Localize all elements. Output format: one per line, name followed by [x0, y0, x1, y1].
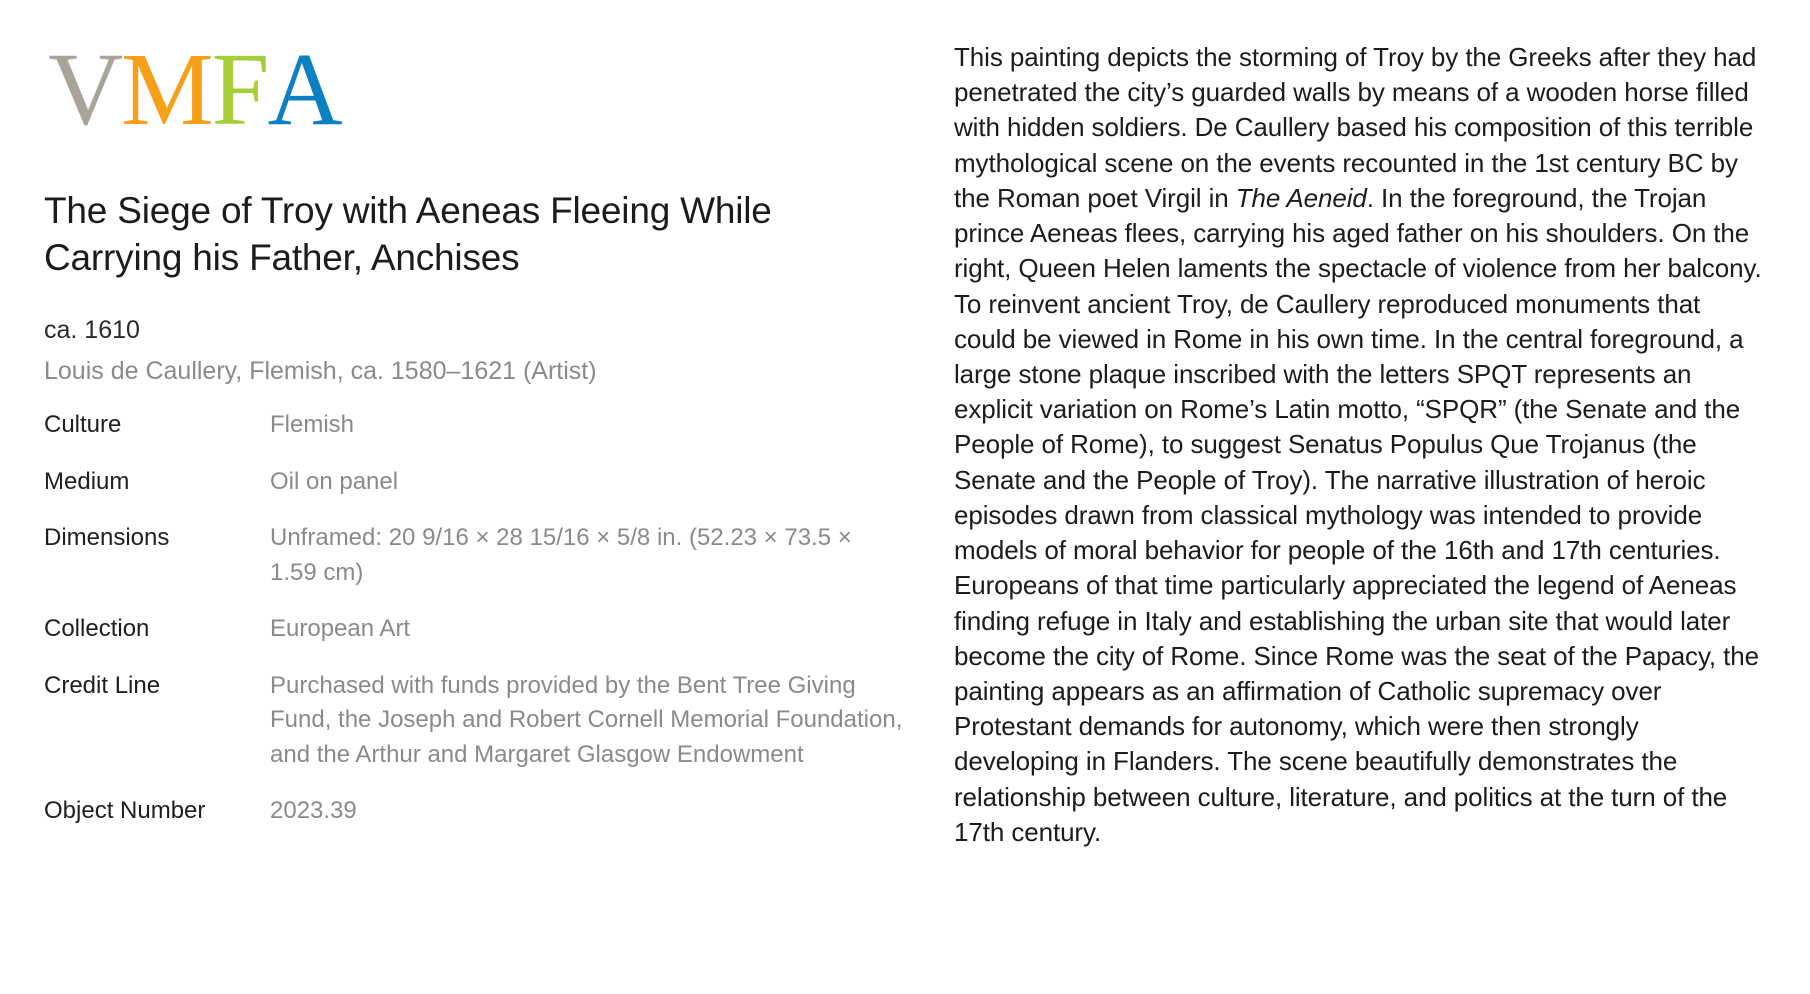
logo-letter-f: F [211, 32, 268, 147]
description-italic-title: The Aeneid [1235, 182, 1367, 213]
artwork-artist: Louis de Caullery, Flemish, ca. 1580–1621 (Artist) [44, 356, 597, 385]
field-label-medium: Medium [44, 467, 130, 495]
field-label-object-number: Object Number [44, 797, 206, 825]
vmfa-logo[interactable] [48, 32, 341, 147]
field-value-culture: Flemish [270, 410, 355, 438]
table-row [44, 521, 904, 612]
field-value-dimensions: Unframed: 20 9/16 × 28 15/16 × 5/8 in. (52.23 × 73.5 × 1.59 cm) [270, 524, 852, 586]
right-column [944, 38, 1766, 994]
description-part-1: This painting depicts the storming of Troy by the Greeks after they had penetrated the city’s guarded walls by means of a wooden horse filled with hidden soldiers. De Caullery based his composition of this terrible mythological scene on the events recounted in the 1st century BC by the Roman poet Virgil in [954, 42, 1757, 213]
logo-letter-v: V [48, 32, 122, 147]
table-row [44, 465, 904, 522]
table-row [44, 408, 904, 465]
field-label-collection: Collection [44, 615, 150, 643]
field-label-culture: Culture [44, 410, 122, 438]
field-value-medium: Oil on panel [270, 467, 399, 495]
artwork-description [954, 40, 1766, 850]
field-value-credit-line: Purchased with funds provided by the Bent Tree Giving Fund, the Joseph and Robert Cornell Memorial Foundation, and the Arthur and Margaret Glasgow Endowment [270, 671, 903, 768]
table-row [44, 794, 904, 829]
logo-letter-m: M [121, 32, 212, 147]
field-label-credit-line: Credit Line [44, 671, 161, 699]
artwork-title: The Siege of Troy with Aeneas Fleeing While Carrying his Father, Anchises [44, 190, 772, 278]
table-row [44, 612, 904, 669]
left-column [44, 32, 944, 994]
artwork-metadata-table [44, 408, 904, 829]
field-value-object-number: 2023.39 [270, 797, 357, 825]
artwork-date: ca. 1610 [44, 315, 140, 344]
field-label-dimensions: Dimensions [44, 524, 170, 552]
logo-letter-a: A [267, 32, 341, 147]
table-row [44, 669, 904, 795]
description-part-2: . In the foreground, the Trojan prince Aeneas flees, carrying his aged father on his shoulders. On the right, Queen Helen laments the spectacle of violence from her balcony. To reinvent ancient Troy, de Caullery reproduced monuments that could be viewed in Rome in his own time. In the central foreground, a large stone plaque inscribed with the letters SPQT represents an explicit variation on Rome’s Latin motto, “SPQR” (the Senate and the People of Rome), to suggest Senatus Populus Que Trojanus (the Senate and the People of Troy). The narrative illustration of heroic episodes drawn from classical mythology was intended to provide models of moral behavior for people of the 16th and 17th centuries. Europeans of that time particularly appreciated the legend of Aeneas finding refuge in Italy and establishing the urban site that would later become the city of Rome. Since Rome was the seat of the Papacy, the painting appears as an affirmation of Catholic supremacy over Protestant demands for autonomy, which were then strongly developing in Flanders. The scene beautifully demonstrates the relationship between culture, literature, and politics at the turn of the 17th century. [954, 182, 1762, 847]
field-value-collection: European Art [270, 615, 411, 643]
